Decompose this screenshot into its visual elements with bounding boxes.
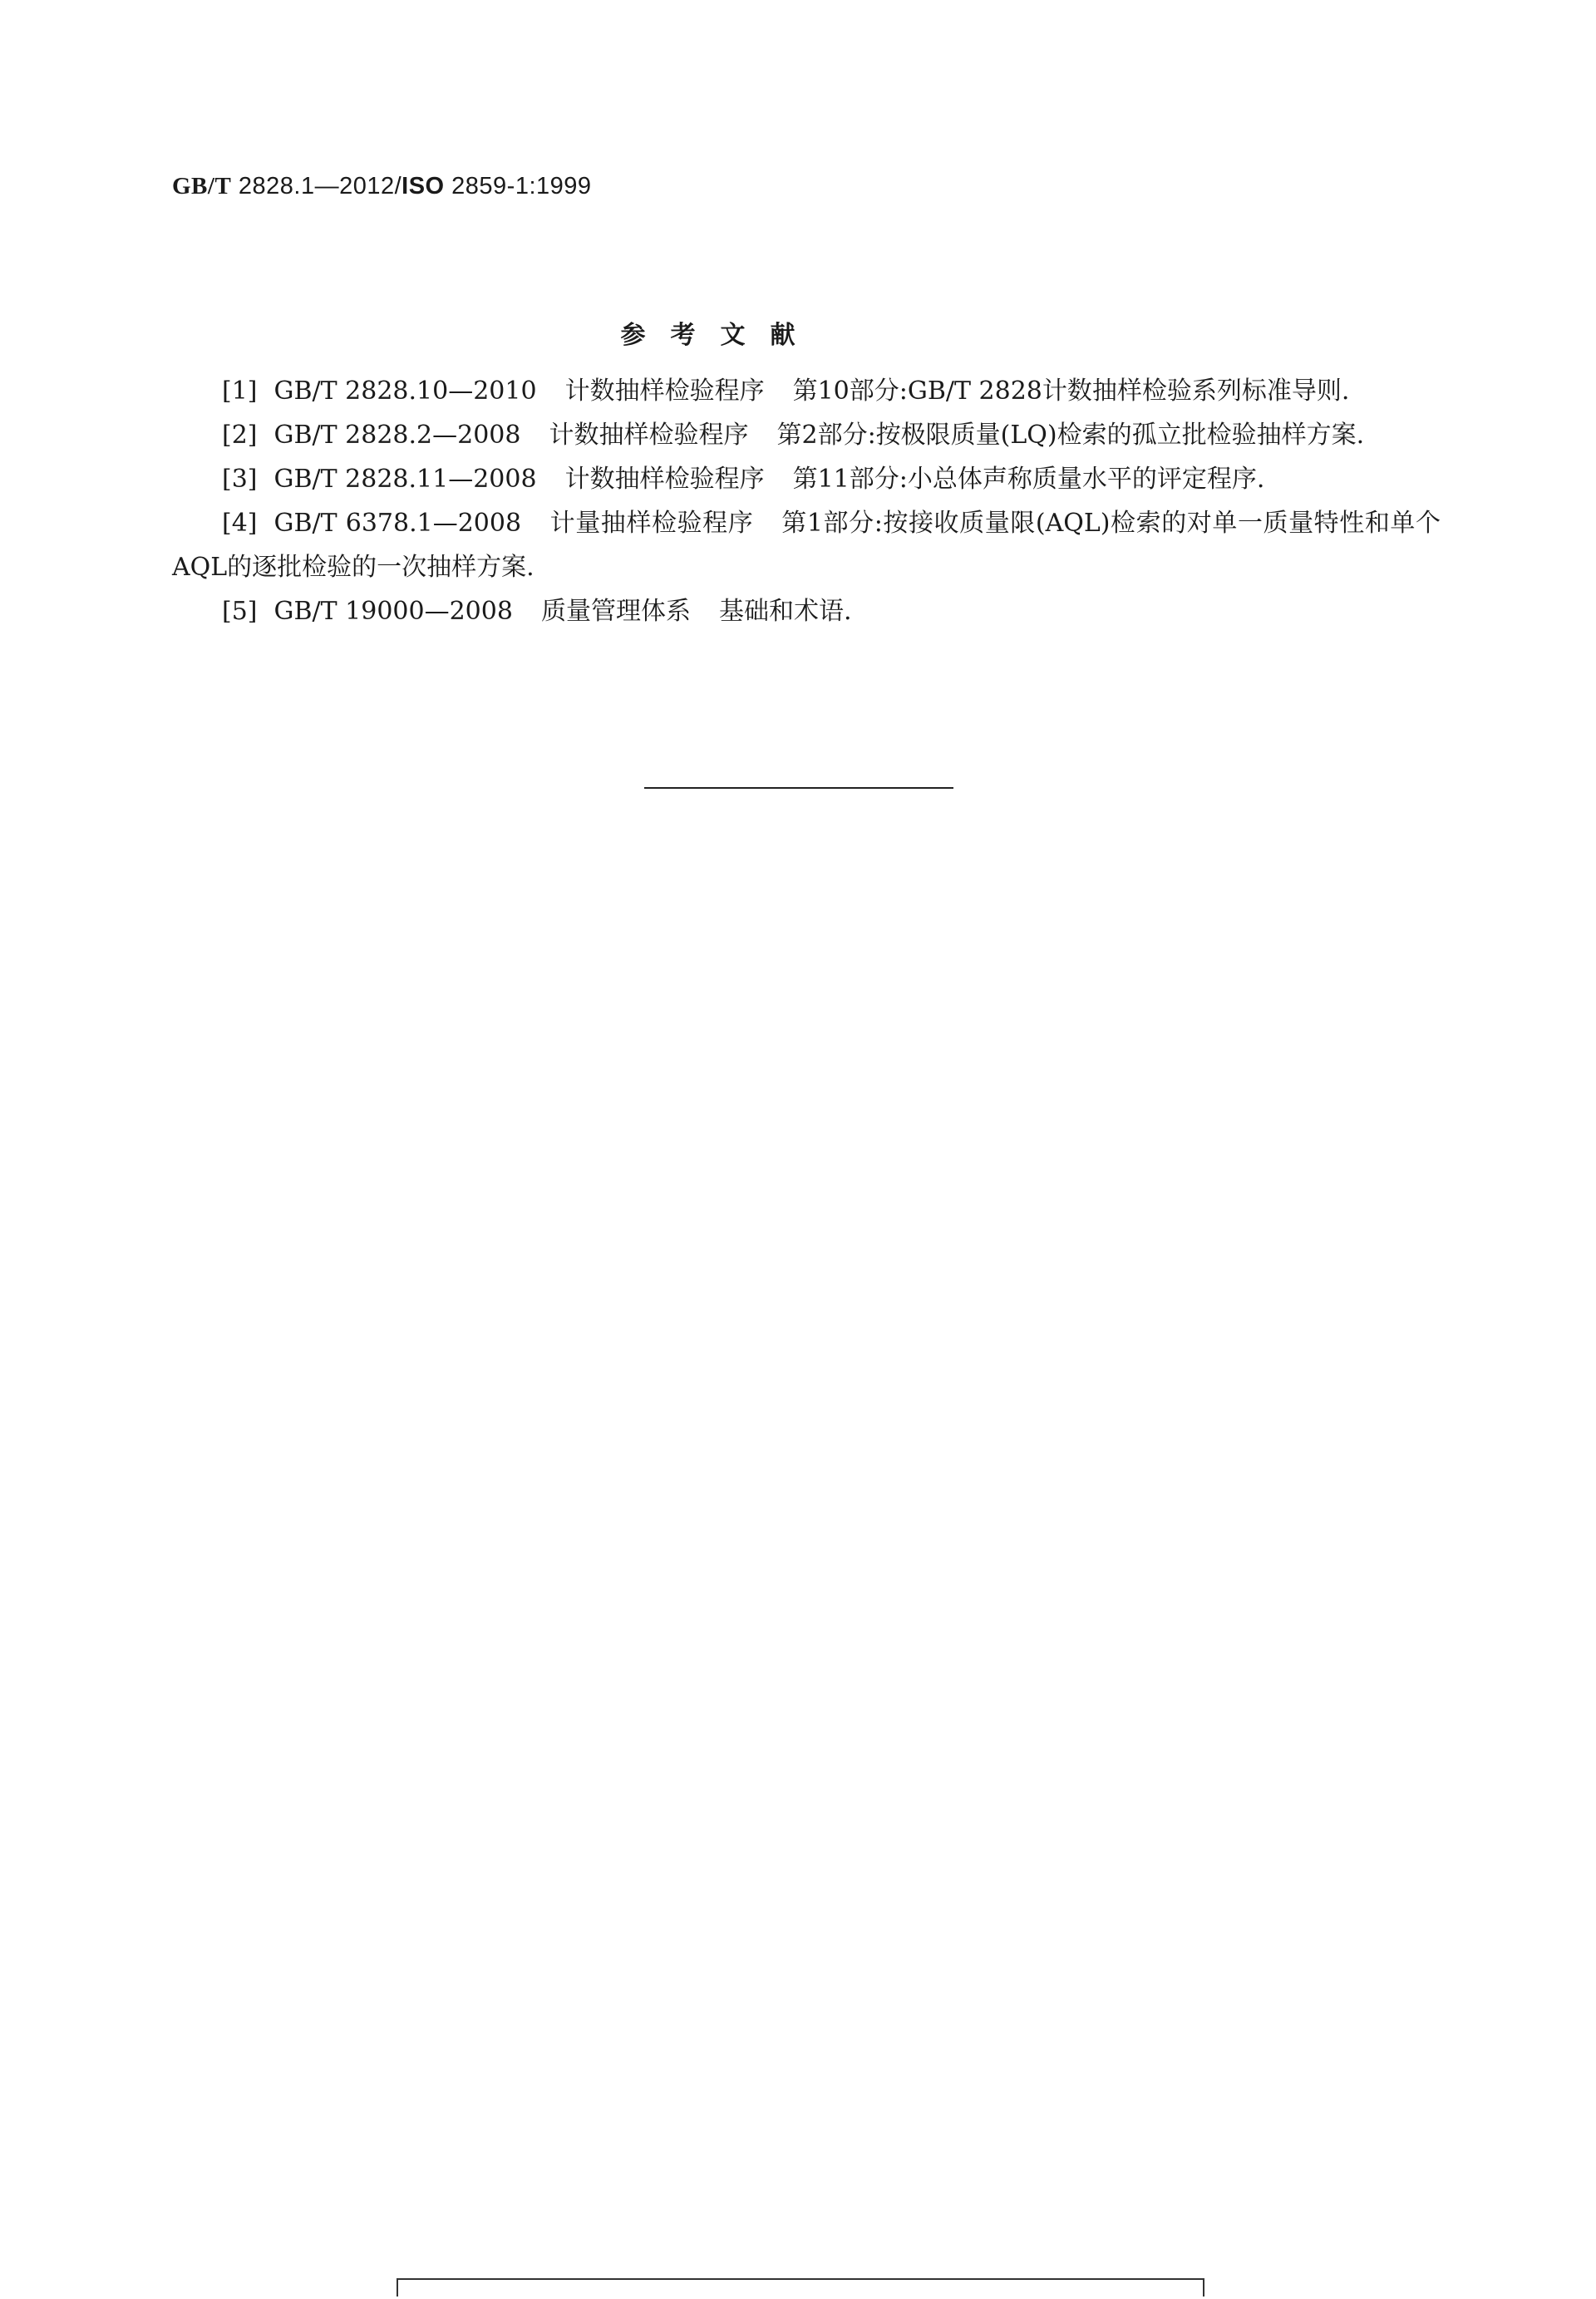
reference-code: GB/T 2828.10—2010 — [273, 377, 537, 406]
reference-part: 第10部分:GB/T 2828计数抽样检验系列标准导则. — [792, 377, 1350, 406]
reference-part: 基础和术语. — [718, 597, 852, 626]
reference-item — [172, 413, 1441, 457]
reference-code: GB/T 2828.2—2008 — [273, 421, 521, 450]
standard-prefix: GB/T — [172, 173, 232, 199]
reference-item — [172, 457, 1441, 501]
reference-part: 第2部分:按极限质量(LQ)检索的孤立批检验抽样方案. — [776, 421, 1365, 450]
reference-list — [172, 369, 1441, 633]
reference-number: [3] — [222, 465, 258, 494]
bibliography-title: 参考文献 — [620, 321, 820, 350]
reference-code: GB/T 19000—2008 — [273, 597, 513, 626]
reference-number: [5] — [222, 597, 258, 626]
reference-item — [172, 501, 1441, 589]
reference-code: GB/T 6378.1—2008 — [273, 509, 522, 538]
standard-number-header — [172, 173, 592, 200]
reference-part: 第1部分:按接收质量限(AQL)检索的对单一质量特性和单个AQL的逐批检验的一次抽样方案. — [172, 509, 1441, 582]
reference-number: [1] — [222, 377, 258, 406]
standard-code: 2828.1—2012/ — [231, 173, 402, 199]
reference-item — [172, 369, 1441, 413]
iso-code: 2859-1:1999 — [444, 173, 592, 199]
reference-code: GB/T 2828.11—2008 — [273, 465, 537, 494]
end-rule-divider — [644, 787, 953, 789]
reference-name: 计数抽样检验程序 — [564, 465, 765, 494]
reference-name: 计数抽样检验程序 — [564, 377, 765, 406]
reference-name: 质量管理体系 — [540, 597, 691, 626]
iso-prefix: ISO — [401, 173, 445, 199]
page-bottom-frame — [397, 2278, 1204, 2297]
reference-part: 第11部分:小总体声称质量水平的评定程序. — [792, 465, 1265, 494]
reference-number: [4] — [222, 509, 258, 538]
reference-name: 计量抽样检验程序 — [549, 509, 754, 538]
reference-number: [2] — [222, 421, 258, 450]
reference-item — [172, 589, 1441, 633]
reference-name: 计数抽样检验程序 — [549, 421, 749, 450]
